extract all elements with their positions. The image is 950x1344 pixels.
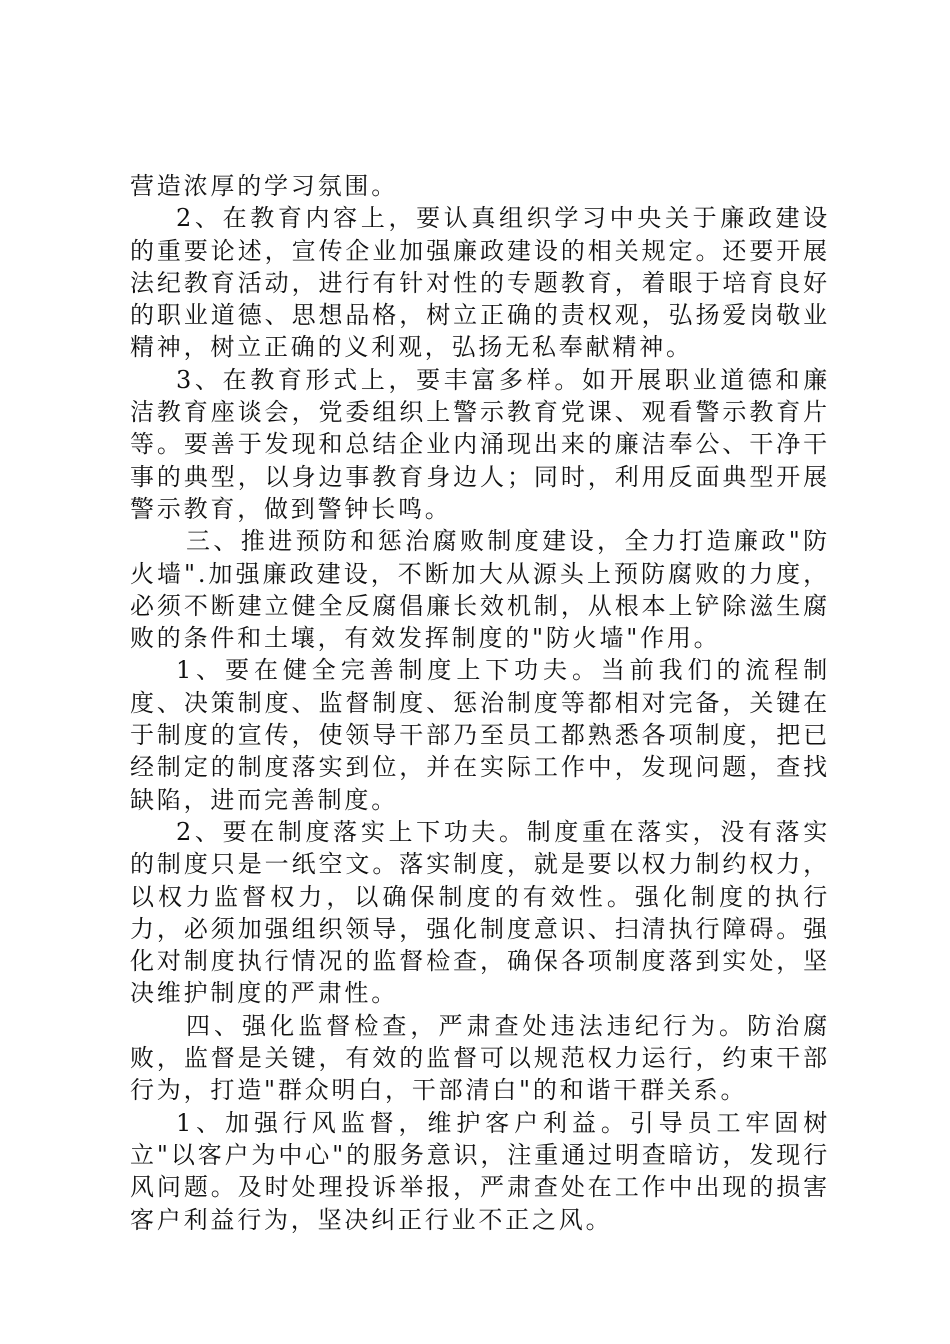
paragraph-system-implementation: 2、要在制度落实上下功夫。制度重在落实，没有落实的制度只是一纸空文。落实制度，就是要以权力制约权力，以权力监督权力，以确保制度的有效性。强化制度的执行力，必须加强组织领导，强化制度意识、扫清执行障碍。强化对制度执行情况的监督检查，确保各项制度落到实处，坚决维护制度的严肃性。	[130, 817, 830, 1008]
paragraph-style-supervision: 1、加强行风监督，维护客户利益。引导员工牢固树立"以客户为中心"的服务意识，注重通过明查暗访，发现行风问题。及时处理投诉举报，严肃查处在工作中出现的损害客户利益行为，坚决纠正行业不正之风。	[130, 1108, 830, 1234]
section-heading-3: 三、推进预防和惩治腐败制度建设，全力打造廉政"防火墙".加强廉政建设，不断加大从源头上预防腐败的力度，必须不断建立健全反腐倡廉长效机制，从根本上铲除滋生腐败的条件和土壤，有效发挥制度的"防火墙"作用。	[130, 527, 830, 653]
paragraph-education-form: 3、在教育形式上，要丰富多样。如开展职业道德和廉洁教育座谈会，党委组织上警示教育党课、观看警示教育片等。要善于发现和总结企业内涌现出来的廉洁奉公、干净干事的典型，以身边事教育身边人；同时，利用反面典型开展警示教育，做到警钟长鸣。	[130, 365, 830, 523]
section-heading-4: 四、强化监督检查，严肃查处违法违纪行为。防治腐败，监督是关键，有效的监督可以规范权力运行，约束干部行为，打造"群众明白，干部清白"的和谐干群关系。	[130, 1011, 830, 1105]
paragraph-system-improvement: 1、要在健全完善制度上下功夫。当前我们的流程制度、决策制度、监督制度、惩治制度等都相对完备，关键在于制度的宣传，使领导干部乃至员工都熟悉各项制度，把已经制定的制度落实到位，并在实际工作中，发现问题，查找缺陷，进而完善制度。	[130, 656, 830, 814]
document-body	[130, 170, 830, 1236]
paragraph-education-content: 2、在教育内容上，要认真组织学习中央关于廉政建设的重要论述，宣传企业加强廉政建设的相关规定。还要开展法纪教育活动，进行有针对性的专题教育，着眼于培育良好的职业道德、思想品格，树立正确的责权观，弘扬爱岗敬业精神，树立正确的义利观，弘扬无私奉献精神。	[130, 204, 830, 362]
paragraph-continuation: 营造浓厚的学习氛围。	[130, 172, 398, 200]
